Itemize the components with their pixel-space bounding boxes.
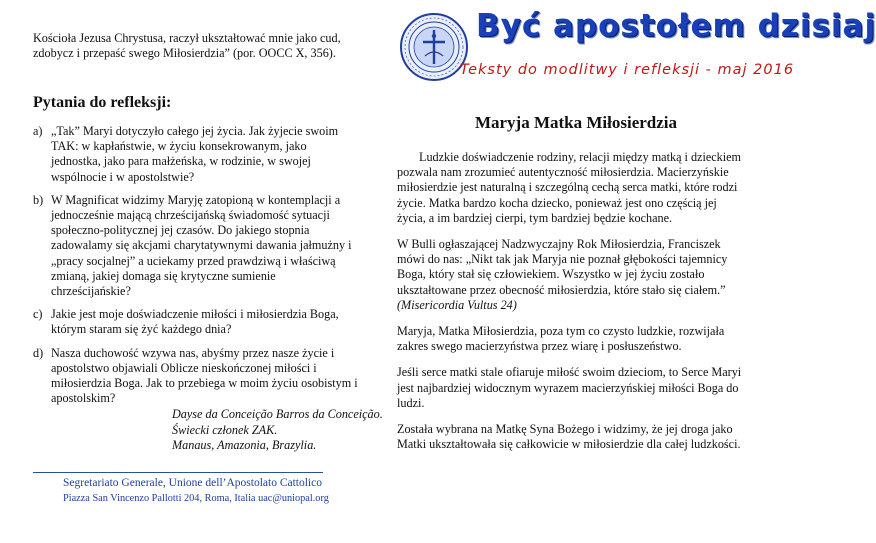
question-item — [33, 193, 358, 299]
question-label: a) — [33, 124, 43, 138]
header-subtitle: Teksty do modlitwy i refleksji - maj 2016 — [460, 62, 795, 78]
question-text: „Tak” Maryi dotyczyło całego jej życia. Jak żyjecie swoim TAK: w kapłaństwie, w życiu konsekrowanym, jako jednostka, jako para małżeńska, w rodzinie, w swojej wspólnocie i w apostolstwie? — [51, 124, 339, 184]
article-paragraph: Ludzkie doświadczenie rodziny, relacji między matką i dzieckiem pozwala nam zrozumieć autentyczność miłosierdzia. Macierzyńskie miłosierdzie jest naturalną i szczególną cechą serca matki, które rodzi życie. Matka bardzo kocha dziecko, ponieważ jest ono częścią jej życia, a im bardziej cierpi, tym bardziej będzie kochane. — [397, 150, 742, 225]
question-item — [33, 124, 358, 185]
article-title: Maryja Matka Miłosierdzia — [474, 113, 678, 132]
author-signature — [172, 407, 383, 454]
author-name: Dayse da Conceição Barros da Conceição. — [172, 407, 383, 421]
question-item — [33, 346, 358, 407]
footer-divider — [33, 472, 323, 473]
question-item — [33, 307, 358, 337]
author-place: Manaus, Amazonia, Brazylia. — [172, 438, 317, 453]
footer — [63, 476, 353, 506]
question-label: c) — [33, 307, 43, 322]
questions-heading: Pytania do refleksji: — [33, 94, 172, 111]
author-role: Świecki członek ZAK. — [172, 422, 278, 437]
article-paragraph: Została wybrana na Matkę Syna Bożego i widzimy, że jej droga jako Matki ukształtowała się całkowicie w miłosierdzie dla całej ludzkości. — [397, 422, 741, 452]
article-paragraph: Maryja, Matka Miłosierdzia, poza tym co czysto ludzkie, rozwijała zakres swego macierzyństwa przez wiarę i posłuszeństwo. — [397, 324, 725, 354]
uac-seal-icon — [399, 12, 469, 82]
footer-address: Piazza San Vincenzo Pallotti 204, Roma, Italia uac@uniopal.org — [63, 493, 329, 504]
question-label: d) — [33, 345, 44, 360]
citation: (Misericordia Vultus 24) — [397, 297, 517, 312]
article-paragraph — [397, 237, 747, 313]
article-body — [397, 150, 747, 463]
article-paragraph: Jeśli serce matki stale ofiaruje miłość swoim dzieciom, to Serce Maryi jest najbardziej widocznym wyrazem macierzyńskiej miłości Boga do ludzi. — [397, 365, 742, 410]
question-label: b) — [33, 192, 44, 207]
bull-quote: W Bulli ogłaszającej Nadzwyczajny Rok Miłosierdzia, Franciszek mówi do nas: „Nikt tak jak Maryja nie poznał głębokości tajemnicy Boga, który stał się człowiekiem. Wszystko w jej życiu zostało ukształtowane przez obecność miłosierdzia, które stało się ciałem.” — [397, 237, 728, 297]
footer-org: Segretariato Generale, Unione dell’Apostolato Cattolico — [63, 477, 322, 489]
header-title: Być apostołem dzisiaj — [476, 8, 876, 44]
intro-quote: Kościoła Jezusa Chrystusa, raczył ukształtować mnie jako cud, zdobycz i przepaść swego Miłosierdzia” (por. OOCC X, 356). — [33, 31, 341, 60]
right-page — [384, 0, 876, 543]
question-text: Jakie jest moje doświadczenie miłości i miłosierdzia Boga, którym staram się żyć każdego dnia? — [51, 307, 339, 337]
questions-list — [33, 124, 358, 414]
question-text: W Magnificat widzimy Maryję zatopioną w kontemplacji a jednocześnie mającą chrześcijańską świadomość sytuacji społeczno-politycznej jej czasów. Do jakiego stopnia zadowalamy się akcjami charytatywnymi dawania jałmużny i „pracy socjalnej” a uciekamy przed prawdziwą i właściwą zmianą, jakiej domaga się krytyczne sumienie chrześcijańskie? — [51, 192, 352, 299]
question-text: Nasza duchowość wzywa nas, abyśmy przez nasze życie i apostolstwo objawiali Oblicze nieskończonej miłości i miłosierdzia Boga. Jak to przebiega w moim życiu osobistym i apostolskim? — [51, 345, 358, 406]
left-page — [0, 0, 384, 543]
